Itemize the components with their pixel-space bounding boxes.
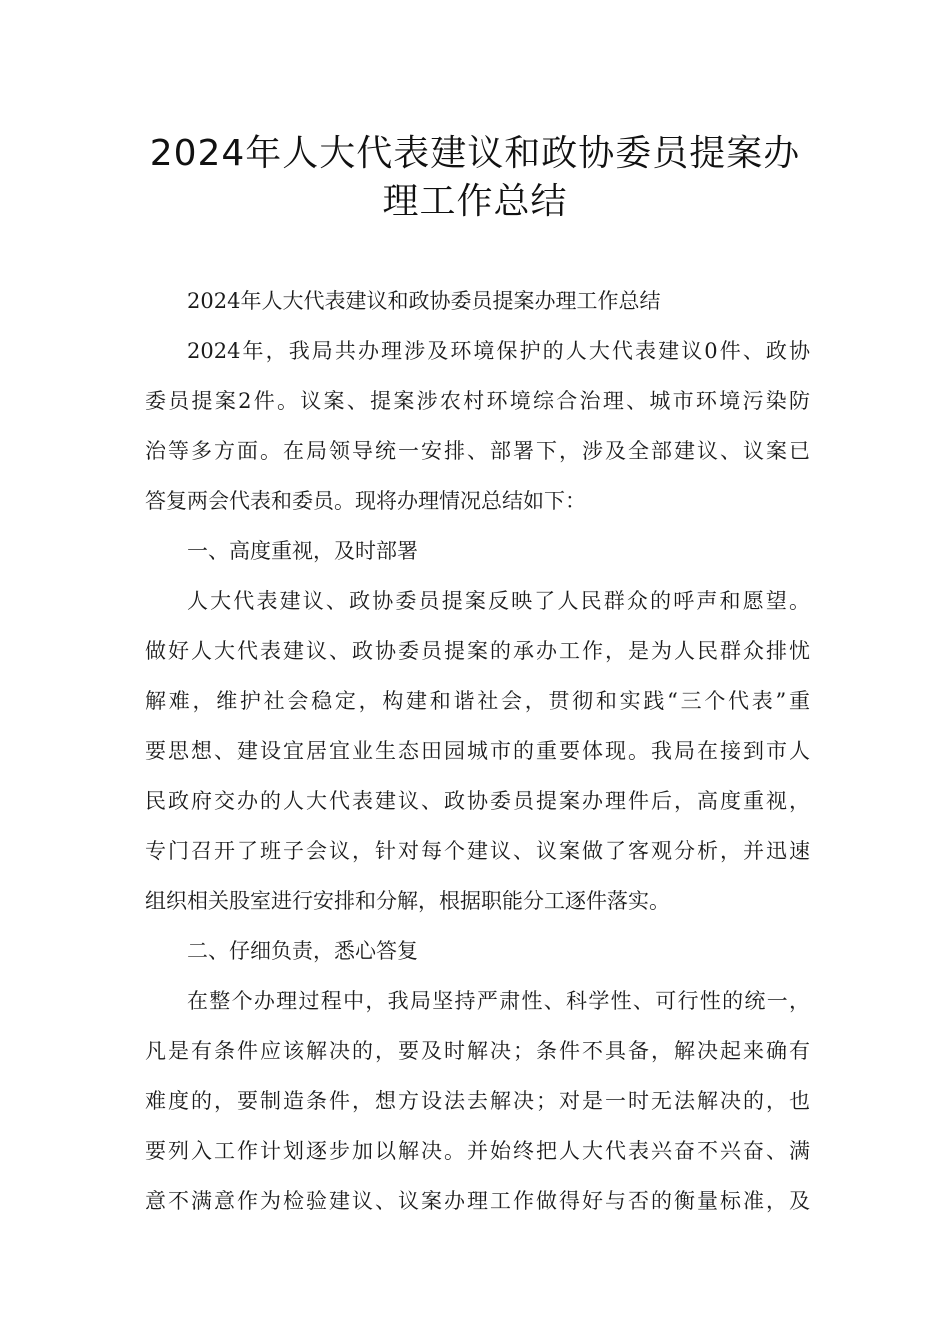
- text-line: 组织相关股室进行安排和分解，根据职能分工逐件落实。: [145, 889, 670, 913]
- text-line: 2024年，我局共办理涉及环境保护的人大代表建议0件、政协: [187, 339, 810, 363]
- text-line: 意不满意作为检验建议、议案办理工作做得好与否的衡量标准，及: [145, 1189, 810, 1213]
- text-line: 在整个办理过程中，我局坚持严肃性、科学性、可行性的统一，: [187, 989, 810, 1013]
- text-line: 一、高度重视，及时部署: [187, 539, 418, 563]
- document-title: [0, 130, 950, 226]
- text-line: 治等多方面。在局领导统一安排、部署下，涉及全部建议、议案已: [145, 439, 810, 463]
- document-body: [145, 282, 810, 1232]
- text-line: 难度的，要制造条件，想方设法去解决；对是一时无法解决的，也: [145, 1089, 810, 1113]
- text-line: 人大代表建议、政协委员提案反映了人民群众的呼声和愿望。: [187, 589, 810, 613]
- text-line: 专门召开了班子会议，针对每个建议、议案做了客观分析，并迅速: [145, 839, 810, 863]
- text-line: 凡是有条件应该解决的，要及时解决；条件不具备，解决起来确有: [145, 1039, 810, 1063]
- text-line: 解难，维护社会稳定，构建和谐社会，贯彻和实践“三个代表”重: [145, 689, 810, 713]
- text-line: 答复两会代表和委员。现将办理情况总结如下：: [145, 489, 586, 513]
- text-line: 2024年人大代表建议和政协委员提案办理工作总结: [187, 289, 661, 313]
- title-line-1: 2024年人大代表建议和政协委员提案办: [149, 133, 801, 174]
- text-line: 要思想、建设宜居宜业生态田园城市的重要体现。我局在接到市人: [145, 739, 810, 763]
- text-line: 要列入工作计划逐步加以解决。并始终把人大代表兴奋不兴奋、满: [145, 1139, 810, 1163]
- text-line: 委员提案2件。议案、提案涉农村环境综合治理、城市环境污染防: [145, 389, 810, 413]
- text-line: 民政府交办的人大代表建议、政协委员提案办理件后，高度重视，: [145, 789, 810, 813]
- text-line: 二、仔细负责，悉心答复: [187, 939, 418, 963]
- title-line-2: 理工作总结: [382, 181, 568, 222]
- text-line: 做好人大代表建议、政协委员提案的承办工作，是为人民群众排忧: [145, 639, 810, 663]
